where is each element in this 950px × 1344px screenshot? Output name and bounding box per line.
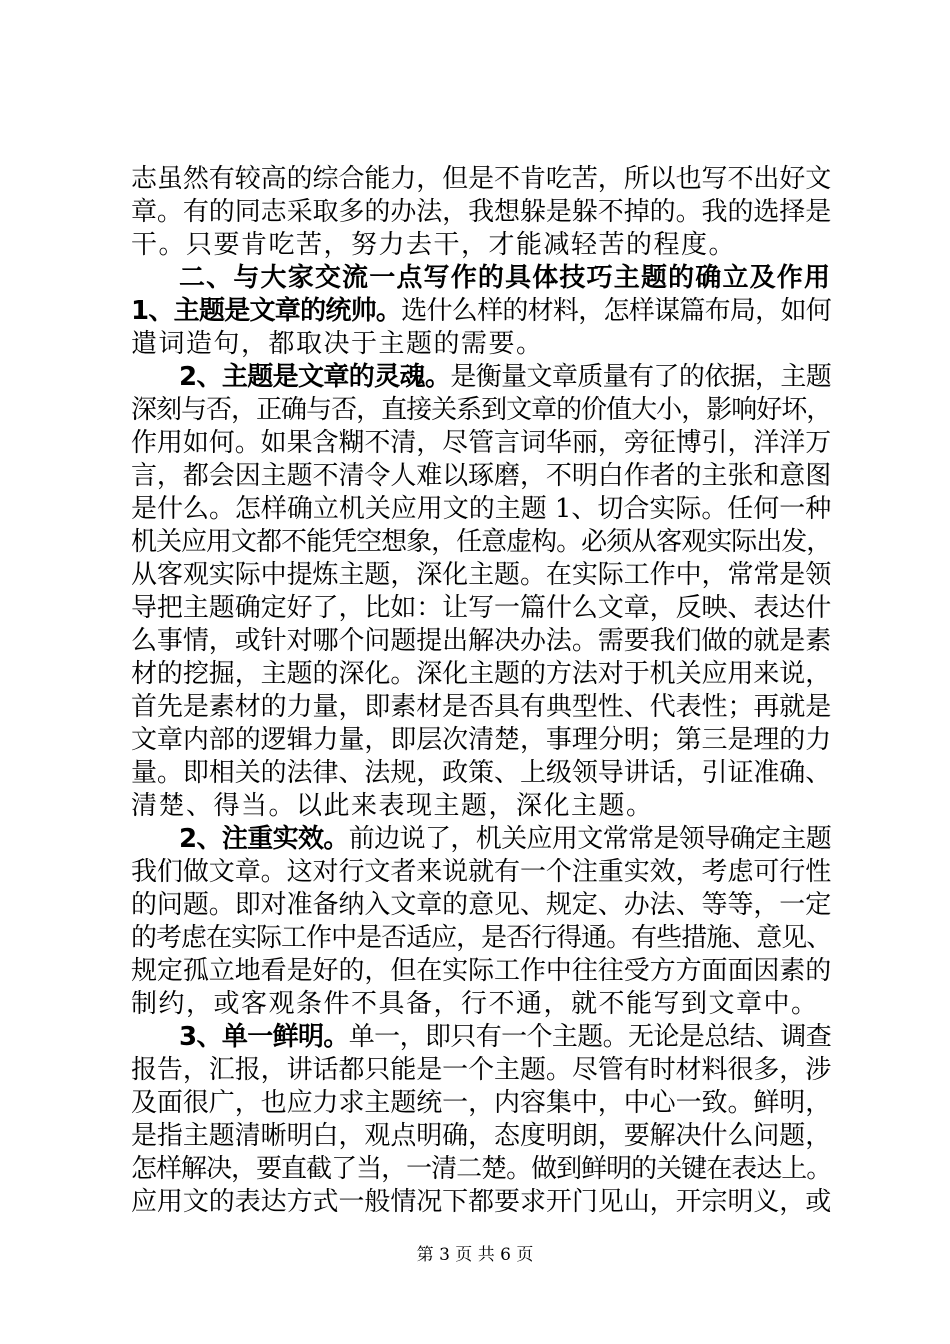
text-span: 规定孤立地看是好的，但在实际工作中往往受方方面面因素的: [131, 956, 831, 986]
text-span: 材的挖掘，主题的深化。深化主题的方法对于机关应用来说，: [131, 659, 831, 689]
text-span: 作用如何。如果含糊不清，尽管言词华丽，旁征博引，洋洋万: [131, 428, 831, 458]
text-line: [131, 922, 831, 955]
text-line: [131, 1087, 831, 1120]
text-span: 从客观实际中提炼主题，深化主题。在实际工作中，常常是领: [131, 560, 831, 590]
document-body: [131, 163, 831, 1219]
text-span: 制约，或客观条件不具备，行不通，就不能写到文章中。: [131, 989, 819, 1019]
text-line: [131, 592, 831, 625]
text-span: 选什么样的材料，怎样谋篇布局，如何: [401, 296, 831, 326]
point-title: 3、单一鲜明。: [179, 1022, 349, 1052]
text-span: 是指主题清晰明白，观点明确，态度明朗，要解决什么问题，: [131, 1121, 831, 1151]
text-line: [131, 625, 831, 658]
text-line: [131, 823, 831, 856]
text-span: 量。即相关的法律、法规，政策、上级领导讲话，引证准确、: [131, 758, 831, 788]
text-line: [131, 856, 831, 889]
text-line: [131, 988, 831, 1021]
text-span: 前边说了，机关应用文常常是领导确定主题: [348, 824, 831, 854]
text-line: [131, 295, 831, 328]
text-span: 的考虑在实际工作中是否适应，是否行得通。有些措施、意见、: [131, 923, 831, 953]
text-line: [131, 328, 831, 361]
text-span: 导把主题确定好了，比如：让写一篇什么文章，反映、表达什: [131, 593, 831, 623]
text-line: [131, 427, 831, 460]
text-span: 应用文的表达方式一般情况下都要求开门见山，开宗明义，或: [131, 1187, 831, 1217]
text-line: [131, 559, 831, 592]
point-title: 1、主题是文章的统帅。: [131, 296, 402, 326]
text-span: 章。有的同志采取多的办法，我想躲是躲不掉的。我的选择是: [131, 197, 831, 227]
text-line: [131, 691, 831, 724]
text-span: 志虽然有较高的综合能力，但是不肯吃苦，所以也写不出好文: [131, 164, 831, 194]
text-span: 遣词造句，都取决于主题的需要。: [131, 329, 544, 359]
text-line: [131, 955, 831, 988]
text-span: 是什么。怎样确立机关应用文的主题 1、切合实际。任何一种: [131, 494, 831, 524]
text-span: 报告，汇报，讲话都只能是一个主题。尽管有时材料很多，涉: [131, 1055, 831, 1085]
page-footer: [0, 1240, 950, 1265]
text-span: 首先是素材的力量，即素材是否具有典型性、代表性；再就是: [131, 692, 831, 722]
text-span: 机关应用文都不能凭空想象，任意虚构。必须从客观实际出发，: [131, 527, 831, 557]
text-line: [131, 757, 831, 790]
text-line: [131, 493, 831, 526]
text-line: [131, 889, 831, 922]
section-heading: [131, 262, 831, 295]
text-line: [131, 196, 831, 229]
text-line: [131, 1120, 831, 1153]
text-span: 是衡量文章质量有了的依据，主题: [450, 362, 831, 392]
text-line: [131, 1186, 831, 1219]
text-line: [131, 460, 831, 493]
text-span: 清楚、得当。以此来表现主题，深化主题。: [131, 791, 654, 821]
page-number: 第 3 页 共 6 页: [416, 1245, 534, 1265]
point-title: 2、主题是文章的灵魂。: [179, 362, 451, 392]
text-span: 单一，即只有一个主题。无论是总结、调查: [348, 1022, 831, 1052]
text-line: [131, 1153, 831, 1186]
text-line: [131, 526, 831, 559]
text-span: 怎样解决，要直截了当，一清二楚。做到鲜明的关键在表达上。: [131, 1154, 831, 1184]
text-line: [131, 790, 831, 823]
text-line: [131, 229, 831, 262]
text-span: 言，都会因主题不清令人难以琢磨，不明白作者的主张和意图: [131, 461, 831, 491]
point-title: 2、注重实效。: [179, 824, 349, 854]
text-line: [131, 1054, 831, 1087]
heading-text: 二、与大家交流一点写作的具体技巧主题的确立及作用: [179, 263, 831, 293]
text-line: [131, 361, 831, 394]
text-span: 么事情，或针对哪个问题提出解决办法。需要我们做的就是素: [131, 626, 831, 656]
text-line: [131, 1021, 831, 1054]
text-line: [131, 163, 831, 196]
text-span: 我们做文章。这对行文者来说就有一个注重实效，考虑可行性: [131, 857, 831, 887]
text-line: [131, 394, 831, 427]
text-span: 干。只要肯吃苦，努力去干，才能减轻苦的程度。: [131, 230, 737, 260]
text-line: [131, 724, 831, 757]
text-span: 文章内部的逻辑力量，即层次清楚，事理分明；第三是理的力: [131, 725, 831, 755]
text-span: 的问题。即对准备纳入文章的意见、规定、办法、等等，一定: [131, 890, 831, 920]
text-span: 深刻与否，正确与否，直接关系到文章的价值大小，影响好坏，: [131, 395, 831, 425]
text-line: [131, 658, 831, 691]
text-span: 及面很广，也应力求主题统一，内容集中，中心一致。鲜明，: [131, 1088, 831, 1118]
